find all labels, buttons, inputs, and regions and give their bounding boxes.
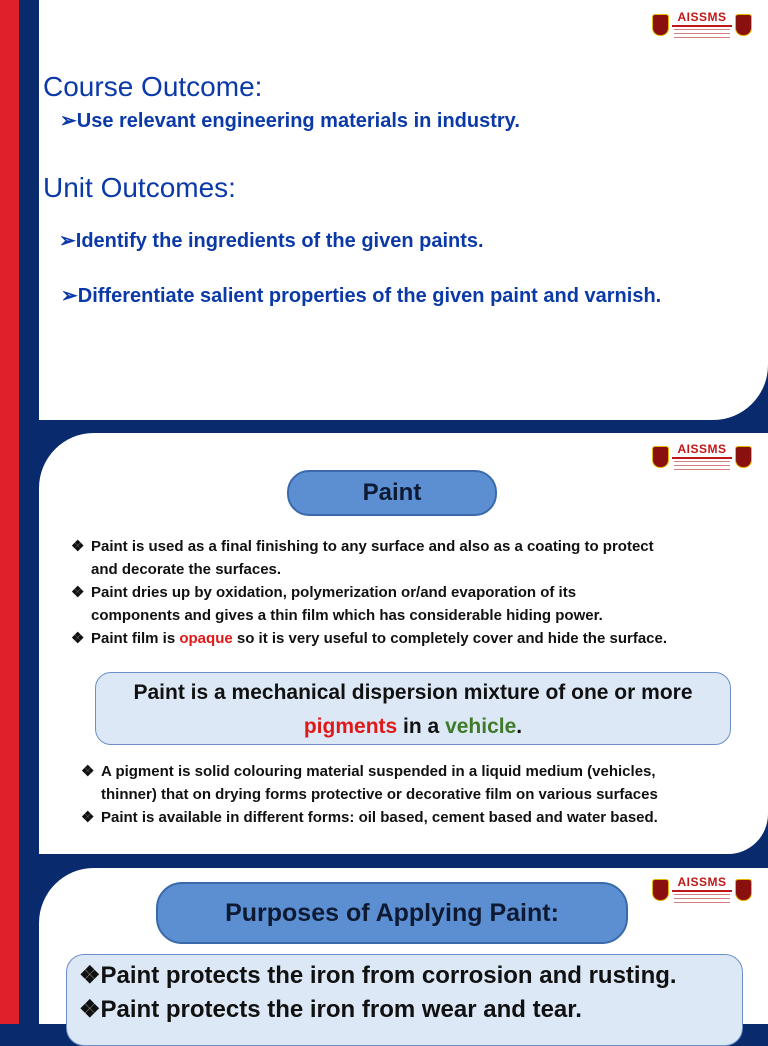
purposes-box	[66, 954, 743, 1046]
aissms-logo	[652, 442, 752, 476]
diamond-bullet-icon: ❖	[71, 630, 85, 647]
arrow-bullet-icon: ➢	[59, 230, 76, 252]
diamond-bullet-icon: ❖	[71, 584, 85, 601]
emblem-icon	[652, 14, 669, 36]
diamond-bullet-icon: ❖	[79, 996, 101, 1023]
logo-text: AISSMS	[677, 10, 727, 24]
purposes-title: Purposes of Applying Paint:	[156, 882, 628, 944]
paint-title: Paint	[287, 470, 497, 516]
unit-outcome-item: ➢Differentiate salient properties of the given paint and varnish.	[61, 285, 662, 307]
course-outcome-item: ➢Use relevant engineering materials in industry.	[60, 110, 520, 132]
emblem-icon	[735, 446, 752, 468]
left-red-bar	[0, 0, 19, 1024]
paint-definition-box: Paint is a mechanical dispersion mixture of one or more pigments in a vehicle.	[95, 672, 731, 745]
left-navy-bar	[19, 0, 39, 1024]
slide-purposes	[39, 868, 768, 1024]
purpose-item: ❖Paint protects the iron from wear and tear.	[79, 996, 582, 1023]
diamond-bullet-icon: ❖	[81, 763, 95, 780]
arrow-bullet-icon: ➢	[60, 110, 77, 132]
emblem-icon	[735, 879, 752, 901]
unit-outcomes-heading: Unit Outcomes:	[43, 172, 236, 203]
arrow-bullet-icon: ➢	[61, 285, 78, 307]
aissms-logo	[652, 10, 752, 44]
diamond-bullet-icon: ❖	[79, 962, 101, 989]
logo-text: AISSMS	[677, 442, 727, 456]
emblem-icon	[652, 446, 669, 468]
logo-text: AISSMS	[677, 875, 727, 889]
slide-course-outcome	[39, 0, 768, 420]
emblem-icon	[652, 879, 669, 901]
purpose-item: ❖Paint protects the iron from corrosion and rusting.	[79, 962, 677, 989]
paint-bullet-list: ❖ Paint is used as a final finishing to any surface and also as a coating to protect and decorate the surfaces. ❖ Paint dries up by oxidation, polymerization or/and evaporation of its components and gives a thin film which has considerable hiding power. ❖ Paint film is opaque so it is very useful to completely cover and hide the surface.	[71, 535, 761, 650]
emblem-icon	[735, 14, 752, 36]
aissms-logo	[652, 875, 752, 909]
diamond-bullet-icon: ❖	[81, 809, 95, 826]
diamond-bullet-icon: ❖	[71, 538, 85, 555]
pigment-bullet-list: ❖ A pigment is solid colouring material suspended in a liquid medium (vehicles, thinner) that on drying forms protective or decorative film on various surfaces ❖ Paint is available in different forms: oil based, cement based and water based.	[81, 760, 768, 829]
unit-outcome-item: ➢Identify the ingredients of the given paints.	[59, 230, 484, 252]
slide-paint	[39, 433, 768, 854]
course-outcome-heading: Course Outcome:	[43, 71, 263, 102]
